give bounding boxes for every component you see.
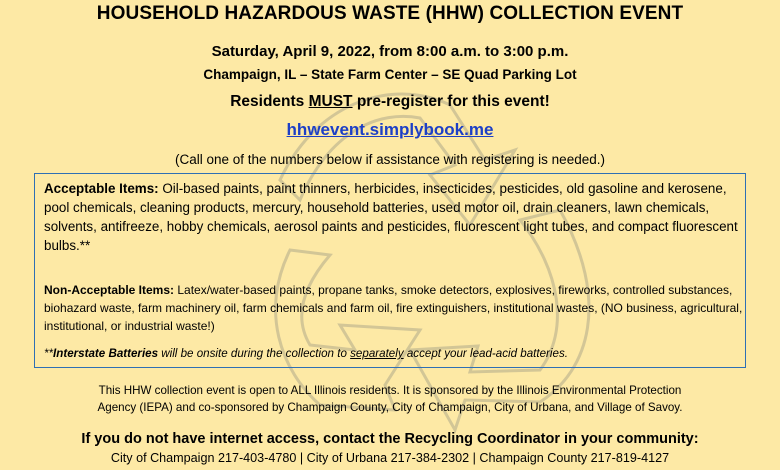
non-acceptable-items-text: Latex/water-based paints, propane tanks, smoke detectors, explosives, fireworks, controlled substances, biohazard waste, farm machinery oil, farm chemicals and farm oil, fire extinguishers, institutional wastes, (NO business, agricultural, institutional, or industrial waste!)	[44, 283, 743, 333]
non-acceptable-items	[44, 281, 744, 335]
event-location: Champaign, IL – State Farm Center – SE Quad Parking Lot	[203, 67, 577, 82]
event-date-time: Saturday, April 9, 2022, from 8:00 a.m. to 3:00 p.m.	[211, 43, 569, 60]
contact-phone-numbers: City of Champaign 217-403-4780 | City of Urbana 217-384-2302 | Champaign County 217-819-4127	[110, 451, 670, 465]
assistance-note: (Call one of the numbers below if assistance with registering is needed.)	[175, 152, 605, 167]
registration-link[interactable]: hhwevent.simplybook.me	[286, 120, 494, 139]
acceptable-items-label: Acceptable Items:	[44, 181, 159, 196]
battery-note-end: accept your lead-acid batteries.	[403, 347, 568, 360]
preregister-emphasis: MUST	[308, 93, 353, 110]
sponsor-info-line1: This HHW collection event is open to ALL Illinois residents. It is sponsored by the Illinois Environmental Protection	[98, 384, 682, 397]
preregister-text-start: Residents	[230, 93, 309, 110]
acceptable-items-text: Oil-based paints, paint thinners, herbicides, insecticides, pesticides, old gasoline and kerosene, pool chemicals, cleaning products, mercury, household batteries, used motor oil, drain cleaners, lawn chemicals, solvents, antifreeze, hobby chemicals, aerosol paints and pesticides, fluorescent light tubes, and compact fluorescent bulbs.**	[44, 181, 738, 253]
preregister-text-end: pre-register for this event!	[352, 93, 550, 110]
battery-note-mid: will be onsite during the collection to	[158, 347, 351, 360]
preregister-notice	[0, 93, 780, 111]
sponsor-info	[0, 382, 780, 416]
event-title: HOUSEHOLD HAZARDOUS WASTE (HHW) COLLECTION EVENT	[96, 3, 684, 24]
acceptable-items	[44, 179, 744, 255]
sponsor-info-line2: Agency (IEPA) and co-sponsored by Champaign County, City of Champaign, City of Urbana, and Village of Savoy.	[97, 401, 683, 414]
non-acceptable-items-label: Non-Acceptable Items:	[44, 283, 175, 297]
battery-note-prefix: **	[44, 347, 54, 360]
battery-note	[44, 346, 744, 362]
contact-heading: If you do not have internet access, contact the Recycling Coordinator in your community:	[81, 431, 699, 447]
battery-note-underlined: separately	[350, 347, 404, 360]
battery-note-company: Interstate Batteries	[53, 347, 159, 360]
